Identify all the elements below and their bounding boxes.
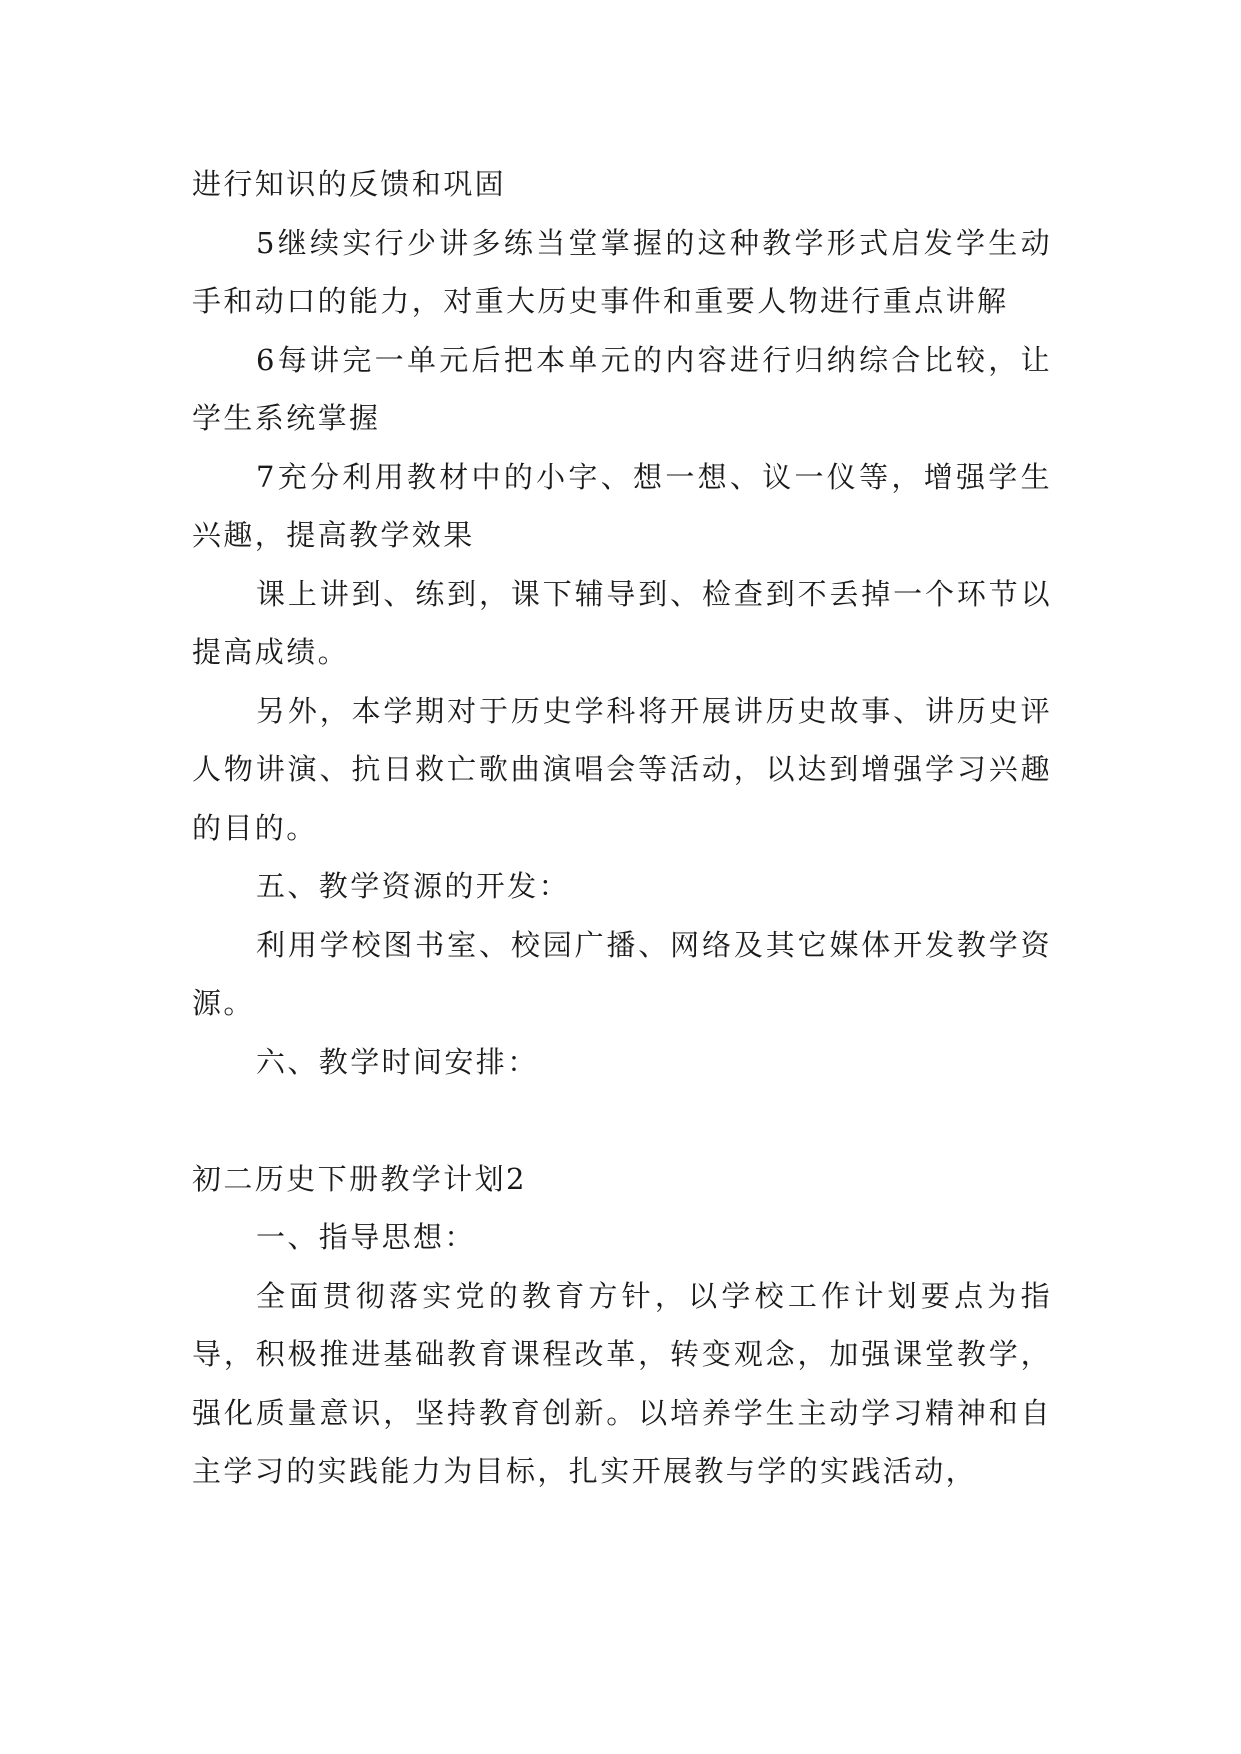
heading-schedule: 六、教学时间安排： bbox=[256, 1044, 539, 1079]
paragraph-guiding-thought: 全面贯彻落实党的教育方针，以学校工作计划要点为指导，积极推进基础教育课程改革，转变观念，加强课堂教学，强化质量意识，坚持教育创新。以培养学生主动学习精神和自主学习的实践能力为目标，扎实开展教与学的实践活动， bbox=[192, 1278, 1052, 1488]
paragraph-class-practice: 课上讲到、练到，课下辅导到、检查到不丢掉一个环节以提高成绩。 bbox=[192, 576, 1052, 669]
section-title: 初二历史下册教学计划2 bbox=[192, 1161, 527, 1196]
heading-guiding-thought: 一、指导思想： bbox=[256, 1220, 476, 1254]
paragraph-feedback: 进行知识的反馈和巩固 bbox=[192, 167, 507, 201]
heading-resources: 五、教学资源的开发： bbox=[256, 869, 571, 903]
section-spacer bbox=[192, 1091, 1052, 1150]
document-body bbox=[192, 155, 1052, 1501]
paragraph-resources: 利用学校图书室、校园广播、网络及其它媒体开发教学资源。 bbox=[192, 927, 1052, 1020]
paragraph-item-6: 6每讲完一单元后把本单元的内容进行归纳综合比较，让学生系统掌握 bbox=[192, 342, 1052, 435]
paragraph-activities: 另外，本学期对于历史学科将开展讲历史故事、讲历史评人物讲演、抗日救亡歌曲演唱会等活动，以达到增强学习兴趣的目的。 bbox=[192, 693, 1052, 845]
paragraph-item-7: 7充分利用教材中的小字、想一想、议一仪等，增强学生兴趣，提高教学效果 bbox=[192, 459, 1052, 552]
paragraph-item-5: 5继续实行少讲多练当堂掌握的这种教学形式启发学生动手和动口的能力，对重大历史事件和重要人物进行重点讲解 bbox=[192, 225, 1052, 318]
